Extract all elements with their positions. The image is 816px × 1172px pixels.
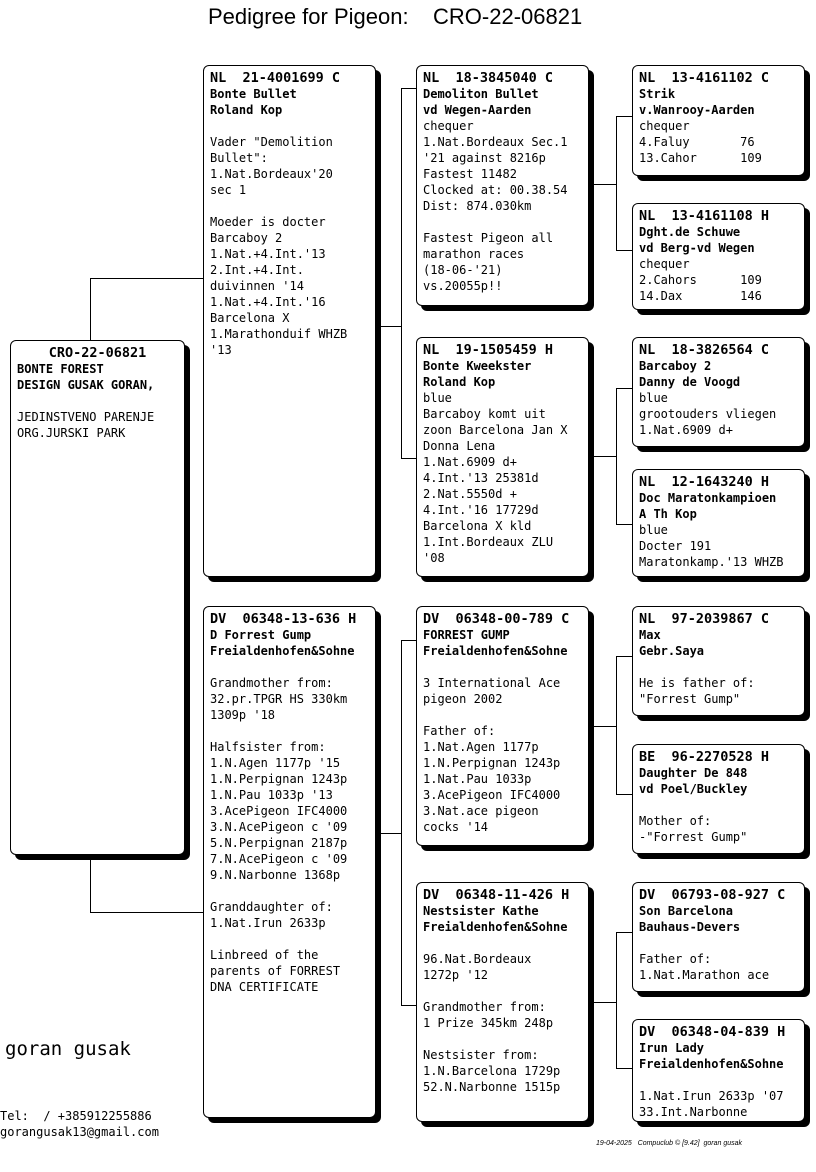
connector (616, 388, 617, 524)
pedigree-note-line: 1.Marathonduif WHZB (210, 327, 348, 341)
ring-number: DV 06348-11-426 H (423, 887, 570, 903)
pedigree-note-line (423, 935, 582, 951)
pedigree-note-line: duivinnen '14 (210, 279, 304, 293)
pedigree-note-line: 33.Int.Narbonne (639, 1105, 748, 1119)
connector (401, 640, 417, 641)
pigeon-name: D Forrest Gump (210, 628, 312, 642)
pedigree-card-sdd[interactable] (632, 469, 805, 577)
pedigree-card-ssd[interactable] (632, 203, 805, 310)
connector (616, 932, 633, 933)
pedigree-note-line: 1.Nat.Irun 2633p (210, 916, 326, 930)
connector (594, 456, 616, 457)
pedigree-note-line: Barcaboy 2 (210, 231, 283, 245)
pedigree-note-line: Donna Lena (423, 439, 496, 453)
pedigree-note-line: Vader "Demolition (210, 135, 333, 149)
breeder-name: vd Berg-vd Wegen (639, 241, 755, 255)
pedigree-note-line (423, 983, 582, 999)
connector (616, 524, 633, 525)
contact-phone: Tel: / +385912255886 (0, 1109, 152, 1123)
connector (616, 116, 633, 117)
breeder-name: vd Wegen-Aarden (423, 103, 532, 117)
connector (616, 656, 633, 657)
pedigree-note-line (210, 883, 369, 899)
pedigree-note-line (210, 931, 369, 947)
pedigree-note-line (423, 1031, 582, 1047)
pigeon-name: Strik (639, 87, 676, 101)
pedigree-note-line (639, 659, 798, 675)
breeder-name: Freialdenhofen&Sohne (210, 644, 355, 658)
pedigree-note-line: 1.Nat.Bordeaux Sec.1 (423, 135, 568, 149)
pedigree-note-line: 14.Dax 146 (639, 289, 762, 303)
pedigree-note-line: 1.N.Perpignan 1243p (210, 772, 348, 786)
breeder-name: A Th Kop (639, 507, 697, 521)
pedigree-note-line (210, 723, 369, 739)
connector (381, 326, 401, 327)
subject-card[interactable] (10, 340, 185, 855)
pedigree-note-line: blue (423, 391, 452, 405)
pedigree-note-line: 1.Nat.6909 d+ (639, 423, 733, 437)
pedigree-note-line: Granddaughter of: (210, 900, 333, 914)
pedigree-note-line: cocks '14 (423, 820, 489, 834)
pedigree-note-line: Clocked at: 00.38.54 (423, 183, 568, 197)
pedigree-note-line (210, 198, 369, 214)
pedigree-note-line: 3.AcePigeon IFC4000 (210, 804, 348, 818)
pedigree-note-line: 9.N.Narbonne 1368p (210, 868, 341, 882)
ring-number: BE 96-2270528 H (639, 749, 770, 765)
pedigree-note-line: 1.N.Pau 1033p '13 (210, 788, 333, 802)
pedigree-note-line: 96.Nat.Bordeaux (423, 952, 532, 966)
pedigree-note-line: 3.N.AcePigeon c '09 (210, 820, 348, 834)
pedigree-note-line (639, 1072, 798, 1088)
pigeon-name: Bonte Bullet (210, 87, 297, 101)
pedigree-note-line (210, 118, 369, 134)
breeder-name: Bauhaus-Devers (639, 920, 741, 934)
pedigree-note-line (639, 797, 798, 813)
pedigree-note-line: Dist: 874.030km (423, 199, 532, 213)
connector (401, 88, 402, 458)
contact-email: gorangusak13@gmail.com (0, 1125, 159, 1139)
pedigree-note-line: Barcelona X (210, 311, 290, 325)
connector (90, 857, 91, 912)
ring-number: DV 06793-08-927 C (639, 887, 786, 903)
connector (616, 388, 633, 389)
ring-number: NL 18-3845040 C (423, 70, 554, 86)
connector (381, 833, 401, 834)
connector (401, 458, 417, 459)
pedigree-note-line: "Forrest Gump" (639, 692, 741, 706)
breeder-name: Roland Kop (210, 103, 283, 117)
pigeon-name: Dght.de Schuwe (639, 225, 741, 239)
footer-credit: 19-04-2025 Compuclub © [9.42] goran gusak (596, 1140, 743, 1147)
connector (616, 656, 617, 794)
pigeon-name: Max (639, 628, 661, 642)
pedigree-note-line: 4.Faluy 76 (639, 135, 755, 149)
ring-number: DV 06348-00-789 C (423, 611, 570, 627)
pedigree-card-dsd[interactable] (632, 744, 805, 854)
pigeon-name: FORREST GUMP (423, 628, 510, 642)
pedigree-note-line: 1.N.Agen 1177p '15 (210, 756, 341, 770)
pedigree-note-line: -"Forrest Gump" (639, 830, 748, 844)
pedigree-note-line: 1.Nat.Pau 1033p (423, 772, 532, 786)
pedigree-card-dam[interactable] (203, 606, 376, 1118)
pedigree-note-line: 2.Nat.5550d + (423, 487, 517, 501)
connector (594, 184, 616, 185)
pedigree-note-line: 52.N.Narbonne 1515p (423, 1080, 561, 1094)
pigeon-name: Daughter De 848 (639, 766, 748, 780)
pedigree-note-line: 1.N.Perpignan 1243p (423, 756, 561, 770)
pedigree-note-line: 1.Int.Bordeaux ZLU (423, 535, 554, 549)
ring-number: NL 13-4161102 C (639, 70, 770, 86)
pedigree-note-line: 1.Nat.Bordeaux'20 (210, 167, 333, 181)
breeder-name: Danny de Voogd (639, 375, 741, 389)
pedigree-card-sire-sire[interactable] (416, 65, 589, 306)
pigeon-name: Barcaboy 2 (639, 359, 712, 373)
pedigree-note-line: chequer (423, 119, 474, 133)
pedigree-card-sire-dam[interactable] (416, 337, 589, 577)
pedigree-note-line: Barcaboy komt uit (423, 407, 546, 421)
pedigree-note-line: 7.N.AcePigeon c '09 (210, 852, 348, 866)
pedigree-note-line: '13 (210, 343, 232, 357)
breeder-name: v.Wanrooy-Aarden (639, 103, 755, 117)
pedigree-card-sire[interactable] (203, 65, 376, 577)
pedigree-note-line: Father of: (639, 952, 712, 966)
pedigree-note-line: 1309p '18 (210, 708, 276, 722)
pedigree-note-line: blue (639, 523, 668, 537)
ring-number: NL 21-4001699 C (210, 70, 341, 86)
subject-name: BONTE FOREST (17, 362, 104, 376)
pedigree-note-line: 1.N.Barcelona 1729p (423, 1064, 561, 1078)
pedigree-note-line (423, 214, 582, 230)
pedigree-note-line: (18-06-'21) (423, 263, 503, 277)
pedigree-note-line: 5.N.Perpignan 2187p (210, 836, 348, 850)
pedigree-note-line: 3.AcePigeon IFC4000 (423, 788, 561, 802)
ring-number: NL 18-3826564 C (639, 342, 770, 358)
pedigree-note-line: Linbreed of the (210, 948, 319, 962)
pedigree-note-line: grootouders vliegen (639, 407, 777, 421)
pedigree-note-line: 3.Nat.ace pigeon (423, 804, 539, 818)
pedigree-note-line: pigeon 2002 (423, 692, 503, 706)
pedigree-card-dam-dam[interactable] (416, 882, 589, 1122)
pigeon-name: Bonte Kweekster (423, 359, 532, 373)
connector (401, 88, 417, 89)
ring-number: NL 97-2039867 C (639, 611, 770, 627)
breeder-name: Gebr.Saya (639, 644, 705, 658)
pedigree-note-line: 1 Prize 345km 248p (423, 1016, 554, 1030)
pedigree-note-line: 1.Nat.6909 d+ (423, 455, 517, 469)
connector (616, 794, 633, 795)
pedigree-note-line: Father of: (423, 724, 496, 738)
ring-number: NL 12-1643240 H (639, 474, 770, 490)
pedigree-note-line: 1.Nat.+4.Int.'16 (210, 295, 326, 309)
pedigree-card-dss[interactable] (632, 606, 805, 716)
connector (594, 726, 616, 727)
pedigree-note-line: 1.Nat.Irun 2633p '07 (639, 1089, 784, 1103)
pigeon-name: Demoliton Bullet (423, 87, 539, 101)
pedigree-note-line: Fastest Pigeon all (423, 231, 554, 245)
pedigree-note-line (423, 707, 582, 723)
pedigree-note-line: 1.Nat.+4.Int.'13 (210, 247, 326, 261)
subject-owner: DESIGN GUSAK GORAN, (17, 378, 155, 392)
pedigree-note-line: 3 International Ace (423, 676, 561, 690)
pedigree-note-line: '08 (423, 551, 445, 565)
ring-number: NL 19-1505459 H (423, 342, 554, 358)
pedigree-note-line: Fastest 11482 (423, 167, 517, 181)
pedigree-note-line: Grandmother from: (423, 1000, 546, 1014)
pedigree-note-line: 1.Nat.Marathon ace (639, 968, 770, 982)
pigeon-name: Nestsister Kathe (423, 904, 539, 918)
pedigree-note-line: sec 1 (210, 183, 247, 197)
pedigree-note-line: He is father of: (639, 676, 755, 690)
connector (616, 1068, 633, 1069)
pedigree-note-line: 1272p '12 (423, 968, 489, 982)
contact-info (0, 1108, 159, 1140)
ring-number: NL 13-4161108 H (639, 208, 770, 224)
pedigree-note-line (639, 935, 798, 951)
pedigree-note-line: Bullet": (210, 151, 268, 165)
connector (594, 1002, 616, 1003)
subject-ring: CRO-22-06821 (48, 345, 147, 361)
pedigree-note-line: Moeder is docter (210, 215, 326, 229)
pigeon-name: Irun Lady (639, 1041, 705, 1055)
pedigree-note-line: Barcelona X kld (423, 519, 532, 533)
breeder-name: Freialdenhofen&Sohne (423, 644, 568, 658)
pedigree-note-line: Docter 191 (639, 539, 712, 553)
pigeon-name: Doc Maratonkampioen (639, 491, 777, 505)
pedigree-note-line: 1.Nat.Agen 1177p (423, 740, 539, 754)
pedigree-note-line: '21 against 8216p (423, 151, 546, 165)
pedigree-note-line (210, 659, 369, 675)
pedigree-note-line: blue (639, 391, 668, 405)
pedigree-note-line: Mother of: (639, 814, 712, 828)
pedigree-note-line: parents of FORREST (210, 964, 341, 978)
pigeon-name: Son Barcelona (639, 904, 733, 918)
owner-name: goran gusak (5, 1038, 131, 1060)
pedigree-note-line: 32.pr.TPGR HS 330km (210, 692, 348, 706)
pedigree-note-line: DNA CERTIFICATE (210, 980, 319, 994)
pedigree-card-sds[interactable] (632, 337, 805, 447)
breeder-name: Freialdenhofen&Sohne (639, 1057, 784, 1071)
subject-notes: JEDINSTVENO PARENJE ORG.JURSKI PARK (17, 410, 155, 440)
pedigree-note-line: 2.Int.+4.Int. (210, 263, 304, 277)
pedigree-note-line: 13.Cahor 109 (639, 151, 762, 165)
connector (90, 278, 204, 279)
pedigree-note-line: chequer (639, 119, 690, 133)
pedigree-note-line: 2.Cahors 109 (639, 273, 762, 287)
pedigree-note-line: Nestsister from: (423, 1048, 539, 1062)
ring-number: DV 06348-04-839 H (639, 1024, 786, 1040)
pedigree-card-sss[interactable] (632, 65, 805, 176)
connector (616, 250, 633, 251)
pedigree-note-line: zoon Barcelona Jan X (423, 423, 568, 437)
connector (90, 912, 204, 913)
pedigree-note-line: 4.Int.'16 17729d (423, 503, 539, 517)
breeder-name: Freialdenhofen&Sohne (423, 920, 568, 934)
pedigree-note-line: Halfsister from: (210, 740, 326, 754)
connector (401, 1005, 417, 1006)
breeder-name: Roland Kop (423, 375, 496, 389)
pedigree-note-line: marathon races (423, 247, 525, 261)
breeder-name: vd Poel/Buckley (639, 782, 748, 796)
page-title: Pedigree for Pigeon: CRO-22-06821 (208, 4, 583, 29)
pedigree-note-line: 4.Int.'13 25381d (423, 471, 539, 485)
pedigree-card-ddd[interactable] (632, 1019, 805, 1122)
pedigree-note-line: Maratonkamp.'13 WHZB (639, 555, 784, 569)
connector (90, 278, 91, 342)
connector (616, 116, 617, 250)
connector (616, 932, 617, 1068)
pedigree-note-line: Grandmother from: (210, 676, 333, 690)
pedigree-note-line: vs.20055p!! (423, 279, 503, 293)
connector (401, 640, 402, 1005)
pedigree-card-dds[interactable] (632, 882, 805, 992)
pedigree-note-line (423, 659, 582, 675)
ring-number: DV 06348-13-636 H (210, 611, 357, 627)
pedigree-card-dam-sire[interactable] (416, 606, 589, 846)
pedigree-note-line: chequer (639, 257, 690, 271)
